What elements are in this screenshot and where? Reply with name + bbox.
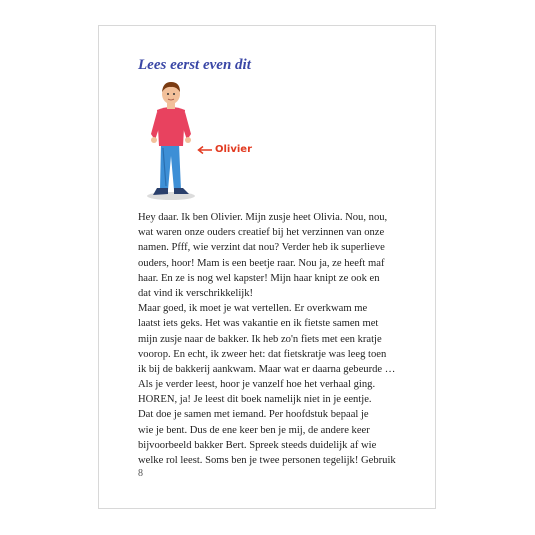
text-line: bijvoorbeeld bakker Bert. Spreek steeds duidelijk af wie [138,439,377,451]
text-line: voorop. En echt, ik zweer het: dat fietskratje was leeg toen [138,348,387,360]
text-line: HOREN, ja! Je leest dit boek namelijk niet in je eentje. [138,394,372,406]
text-line: laatst iets geks. Het was vakantie en ik fietste samen met [138,318,379,330]
intro-paragraph [138,210,410,377]
text-line: Hey daar. Ik ben Olivier. Mijn zusje heet Olivia. Nou, nou, [138,212,388,223]
text-line: ik bij de bakkerij aankwam. Maar wat er daarna gebeurde … [138,364,396,376]
text-line: haar. En ze is nog wel kapster! Mijn haar knipt ze ook en [138,272,380,284]
text-line: Als je verder leest, hoor je vanzelf hoe het verhaal ging. [138,379,376,390]
boy-illustration [141,78,201,202]
text-line: welke rol leest. Soms ben je twee personen tegelijk! Gebruik [138,455,396,467]
text-line: namen. Pfff, wie verzint dat nou? Verder heb ik superlieve [138,242,385,254]
arrow-left-icon [197,145,213,155]
character-callout [197,144,252,155]
text-line: wie je bent. Dus de ene keer ben je mij, de andere keer [138,424,370,436]
text-line: Maar goed, ik moet je wat vertellen. Er overkwam me [138,303,368,315]
text-line: wat waren onze ouders creatief bij het verzinnen van onze [138,227,385,239]
instructions-paragraph [138,377,410,468]
text-line: dat vind ik verschrikkelijk! [138,288,254,300]
text-line: ouders, hoor! Mam is een beetje raar. Nou ja, ze heeft maf [138,257,385,269]
page-number: 8 [138,468,143,479]
text-line: Dat doe je samen met iemand. Per hoofdstuk bepaal je [138,409,369,421]
text-line: mijn zusje naar de bakker. Ik heb zo'n fiets met een kratje [138,333,382,345]
character-name-label: Olivier [215,144,253,155]
book-page [98,25,436,509]
page-heading: Lees eerst even dit [138,57,251,73]
